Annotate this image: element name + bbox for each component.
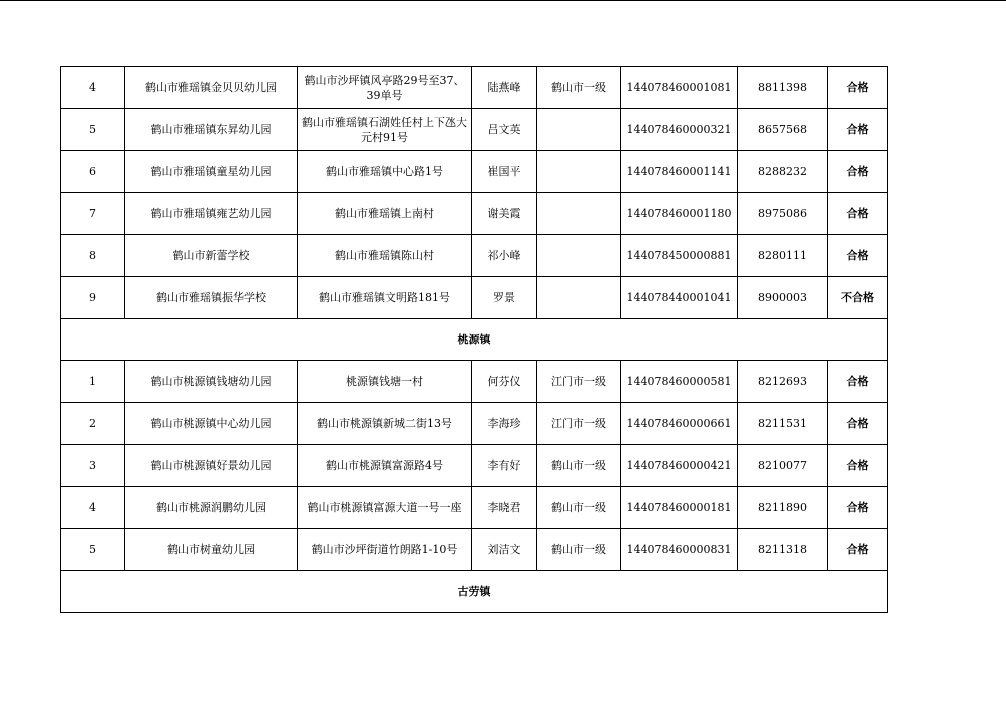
cell-school-name: 鹤山市桃源镇好景幼儿园 xyxy=(125,445,298,487)
cell-phone: 8280111 xyxy=(738,235,828,277)
section-header-row xyxy=(61,319,888,361)
cell-inspection-result: 合格 xyxy=(828,445,888,487)
cell-phone: 8211531 xyxy=(738,403,828,445)
cell-grade-level: 鹤山市一级 xyxy=(537,445,621,487)
cell-license-number: 144078460000831 xyxy=(621,529,738,571)
cell-inspection-result: 合格 xyxy=(828,487,888,529)
table-row xyxy=(61,193,888,235)
table-row xyxy=(61,529,888,571)
page-top-rule xyxy=(0,0,1006,1)
cell-phone: 8211318 xyxy=(738,529,828,571)
school-inspection-table xyxy=(60,66,888,613)
cell-phone: 8211890 xyxy=(738,487,828,529)
cell-inspection-result: 合格 xyxy=(828,193,888,235)
cell-contact-person: 崔国平 xyxy=(472,151,537,193)
cell-address: 鹤山市雅瑶镇中心路1号 xyxy=(298,151,472,193)
cell-number: 8 xyxy=(61,235,125,277)
cell-contact-person: 何芬仪 xyxy=(472,361,537,403)
cell-phone: 8657568 xyxy=(738,109,828,151)
cell-address: 鹤山市雅瑶镇上南村 xyxy=(298,193,472,235)
cell-school-name: 鹤山市雅瑶镇金贝贝幼儿园 xyxy=(125,67,298,109)
cell-inspection-result: 合格 xyxy=(828,67,888,109)
table-row xyxy=(61,277,888,319)
cell-school-name: 鹤山市桃源镇中心幼儿园 xyxy=(125,403,298,445)
cell-grade-level xyxy=(537,151,621,193)
cell-inspection-result: 不合格 xyxy=(828,277,888,319)
cell-inspection-result: 合格 xyxy=(828,109,888,151)
cell-school-name: 鹤山市树童幼儿园 xyxy=(125,529,298,571)
table-row xyxy=(61,487,888,529)
cell-grade-level: 江门市一级 xyxy=(537,361,621,403)
cell-number: 3 xyxy=(61,445,125,487)
cell-address: 鹤山市桃源镇富源路4号 xyxy=(298,445,472,487)
cell-number: 1 xyxy=(61,361,125,403)
cell-address: 桃源镇钱塘一村 xyxy=(298,361,472,403)
cell-school-name: 鹤山市雅瑶镇童星幼儿园 xyxy=(125,151,298,193)
cell-license-number: 144078460001141 xyxy=(621,151,738,193)
cell-contact-person: 刘洁文 xyxy=(472,529,537,571)
cell-address: 鹤山市雅瑶镇陈山村 xyxy=(298,235,472,277)
cell-number: 4 xyxy=(61,487,125,529)
cell-grade-level xyxy=(537,235,621,277)
cell-contact-person: 李海珍 xyxy=(472,403,537,445)
cell-grade-level: 江门市一级 xyxy=(537,403,621,445)
cell-inspection-result: 合格 xyxy=(828,235,888,277)
cell-license-number: 144078460000581 xyxy=(621,361,738,403)
cell-number: 6 xyxy=(61,151,125,193)
cell-inspection-result: 合格 xyxy=(828,361,888,403)
cell-address: 鹤山市桃源镇新城二街13号 xyxy=(298,403,472,445)
cell-school-name: 鹤山市雅瑶镇振华学校 xyxy=(125,277,298,319)
cell-phone: 8212693 xyxy=(738,361,828,403)
cell-contact-person: 陆燕峰 xyxy=(472,67,537,109)
cell-license-number: 144078460001081 xyxy=(621,67,738,109)
section-header-row xyxy=(61,571,888,613)
cell-address: 鹤山市沙坪街道竹朗路1-10号 xyxy=(298,529,472,571)
table-row xyxy=(61,109,888,151)
cell-license-number: 144078460000321 xyxy=(621,109,738,151)
cell-school-name: 鹤山市桃源镇钱塘幼儿园 xyxy=(125,361,298,403)
cell-inspection-result: 合格 xyxy=(828,151,888,193)
table-row xyxy=(61,235,888,277)
cell-grade-level: 鹤山市一级 xyxy=(537,487,621,529)
cell-contact-person: 吕文英 xyxy=(472,109,537,151)
cell-number: 9 xyxy=(61,277,125,319)
cell-license-number: 144078460000661 xyxy=(621,403,738,445)
cell-contact-person: 李晓君 xyxy=(472,487,537,529)
cell-grade-level xyxy=(537,109,621,151)
cell-address: 鹤山市雅瑶镇文明路181号 xyxy=(298,277,472,319)
cell-license-number: 144078460000181 xyxy=(621,487,738,529)
cell-contact-person: 李有好 xyxy=(472,445,537,487)
section-title: 古劳镇 xyxy=(61,571,888,613)
cell-school-name: 鹤山市雅瑶镇东昇幼儿园 xyxy=(125,109,298,151)
cell-number: 5 xyxy=(61,109,125,151)
cell-phone: 8210077 xyxy=(738,445,828,487)
cell-address: 鹤山市雅瑶镇石湖姓任村上下氹大元村91号 xyxy=(298,109,472,151)
cell-contact-person: 谢美霞 xyxy=(472,193,537,235)
cell-school-name: 鹤山市雅瑶镇雍艺幼儿园 xyxy=(125,193,298,235)
cell-license-number: 144078460000421 xyxy=(621,445,738,487)
cell-number: 5 xyxy=(61,529,125,571)
cell-grade-level: 鹤山市一级 xyxy=(537,67,621,109)
cell-license-number: 144078450000881 xyxy=(621,235,738,277)
cell-contact-person: 祁小峰 xyxy=(472,235,537,277)
cell-number: 7 xyxy=(61,193,125,235)
cell-inspection-result: 合格 xyxy=(828,403,888,445)
table-row xyxy=(61,445,888,487)
cell-school-name: 鹤山市桃源润鹏幼儿园 xyxy=(125,487,298,529)
table-row xyxy=(61,151,888,193)
cell-number: 2 xyxy=(61,403,125,445)
cell-contact-person: 罗景 xyxy=(472,277,537,319)
cell-license-number: 144078460001180 xyxy=(621,193,738,235)
cell-grade-level: 鹤山市一级 xyxy=(537,529,621,571)
cell-grade-level xyxy=(537,193,621,235)
cell-number: 4 xyxy=(61,67,125,109)
cell-phone: 8900003 xyxy=(738,277,828,319)
cell-license-number: 144078440001041 xyxy=(621,277,738,319)
table-row xyxy=(61,403,888,445)
table-row xyxy=(61,361,888,403)
cell-grade-level xyxy=(537,277,621,319)
cell-phone: 8975086 xyxy=(738,193,828,235)
cell-school-name: 鹤山市新蕾学校 xyxy=(125,235,298,277)
cell-inspection-result: 合格 xyxy=(828,529,888,571)
cell-phone: 8811398 xyxy=(738,67,828,109)
section-title: 桃源镇 xyxy=(61,319,888,361)
cell-address: 鹤山市桃源镇富源大道一号一座 xyxy=(298,487,472,529)
cell-phone: 8288232 xyxy=(738,151,828,193)
table-row xyxy=(61,67,888,109)
cell-address: 鹤山市沙坪镇风亭路29号至37、39单号 xyxy=(298,67,472,109)
